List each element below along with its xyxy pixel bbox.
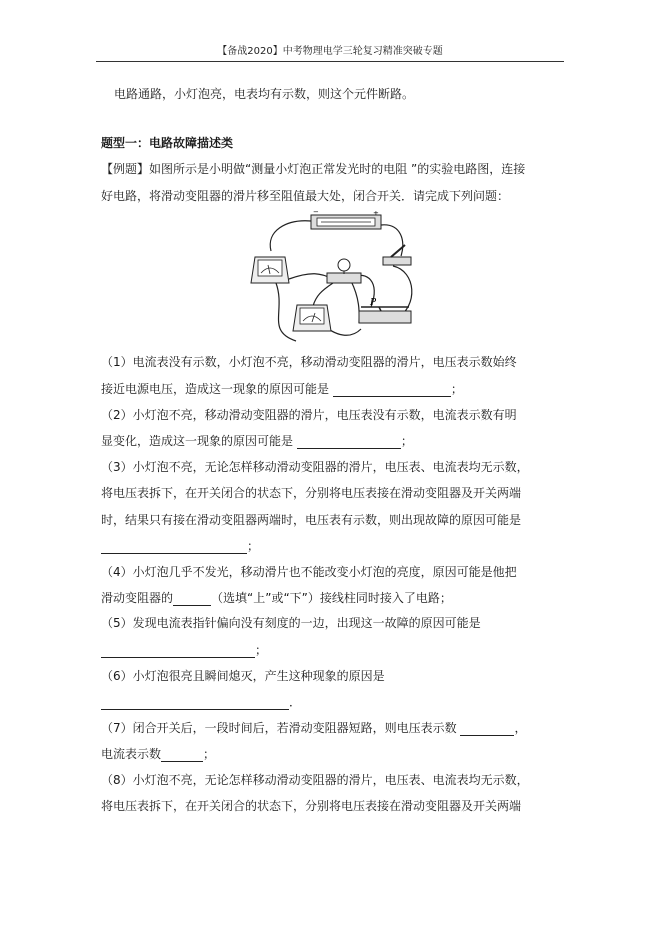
intro-line: 电路通路，小灯泡亮，电表均有示数，则这个元件断路。 (114, 87, 415, 101)
ammeter-icon (251, 257, 289, 283)
q7-voltmeter-blank[interactable] (460, 723, 514, 736)
q2-line-2: 显变化，造成这一现象的原因可能是 ； (101, 434, 413, 448)
q1-answer-blank[interactable] (333, 384, 451, 397)
wire-ammeter-voltmeter (276, 283, 296, 341)
switch-icon (383, 245, 411, 265)
wire-lamp-rheostat (351, 281, 359, 323)
q2-answer-blank[interactable] (297, 436, 401, 449)
q6-line-2: ． (101, 694, 301, 710)
q7-line-1: （7）闭合开关后，一段时间后，若滑动变阻器短路，则电压表示数 ， (101, 721, 527, 735)
q4-line-2: 滑动变阻器的 （选填“上”或“下”）接线柱同时接入了电路； (101, 591, 452, 605)
rheostat-icon (359, 307, 411, 323)
q3-line-3: 时，结果只有接在滑动变阻器两端时，电压表有示数，则出现故障的原因可能是 (101, 513, 522, 527)
lamp-icon (327, 259, 361, 283)
section-title: 题型一：电路故障描述类 (101, 136, 234, 150)
q5-line-2: ； (101, 642, 267, 658)
q3-answer-blank[interactable] (101, 541, 247, 554)
q6-line-1: （6）小灯泡很亮且瞬间熄灭，产生这种现象的原因是 (101, 669, 385, 683)
battery-icon (311, 215, 381, 229)
q4-answer-blank[interactable] (173, 593, 211, 606)
q3-line-2: 将电压表拆下，在开关闭合的状态下，分别将电压表接在滑动变阻器及开关两端 (101, 486, 522, 500)
example-line-1: 【例题】如图所示是小明做“测量小灯泡正常发光时的电阻 ”的实验电路图，连接 (101, 162, 526, 176)
q5-line-1: （5）发现电流表指针偏向没有刻度的一边，出现这一故障的原因可能是 (101, 616, 481, 630)
q8-line-2: 将电压表拆下，在开关闭合的状态下，分别将电压表接在滑动变阻器及开关两端 (101, 799, 522, 813)
page-header: 【备战2020】中考物理电学三轮复习精准突破专题 (217, 46, 443, 57)
q7-ammeter-blank[interactable] (161, 749, 203, 762)
wire-battery-left (270, 221, 311, 251)
q7-line-2: 电流表示数 ； (101, 747, 216, 761)
q1-line-1: （1）电流表没有示数，小灯泡不亮，移动滑动变阻器的滑片，电压表示数始终 (101, 355, 517, 369)
q3-line-1: （3）小灯泡不亮，无论怎样移动滑动变阻器的滑片，电压表、电流表均无示数， (101, 460, 529, 474)
voltmeter-icon (293, 305, 331, 331)
q1-line-2: 接近电源电压，造成这一现象的原因可能是 ； (101, 382, 463, 396)
header-divider (96, 61, 564, 62)
circuit-diagram (241, 211, 428, 347)
wire-lamp-voltmeter (313, 283, 333, 306)
wire-ammeter-lamp (289, 274, 333, 279)
battery-minus-label: − (313, 211, 319, 216)
battery-plus-label: + (373, 211, 379, 217)
q8-line-1: （8）小灯泡不亮，无论怎样移动滑动变阻器的滑片，电压表、电流表均无示数， (101, 773, 529, 787)
example-line-2: 好电路，将滑动变阻器的滑片移至阻值最大处，闭合开关．请完成下列问题： (101, 189, 510, 203)
slider-p-label: P (370, 298, 377, 308)
q3-line-4: ； (101, 538, 259, 554)
q6-answer-blank[interactable] (101, 697, 289, 710)
wire-battery-switch (381, 225, 403, 256)
q2-line-1: （2）小灯泡不亮，移动滑动变阻器的滑片，电压表没有示数，电流表示数有明 (101, 408, 517, 422)
q4-line-1: （4）小灯泡几乎不发光，移动滑片也不能改变小灯泡的亮度，原因可能是他把 (101, 565, 517, 579)
q5-answer-blank[interactable] (101, 645, 255, 658)
